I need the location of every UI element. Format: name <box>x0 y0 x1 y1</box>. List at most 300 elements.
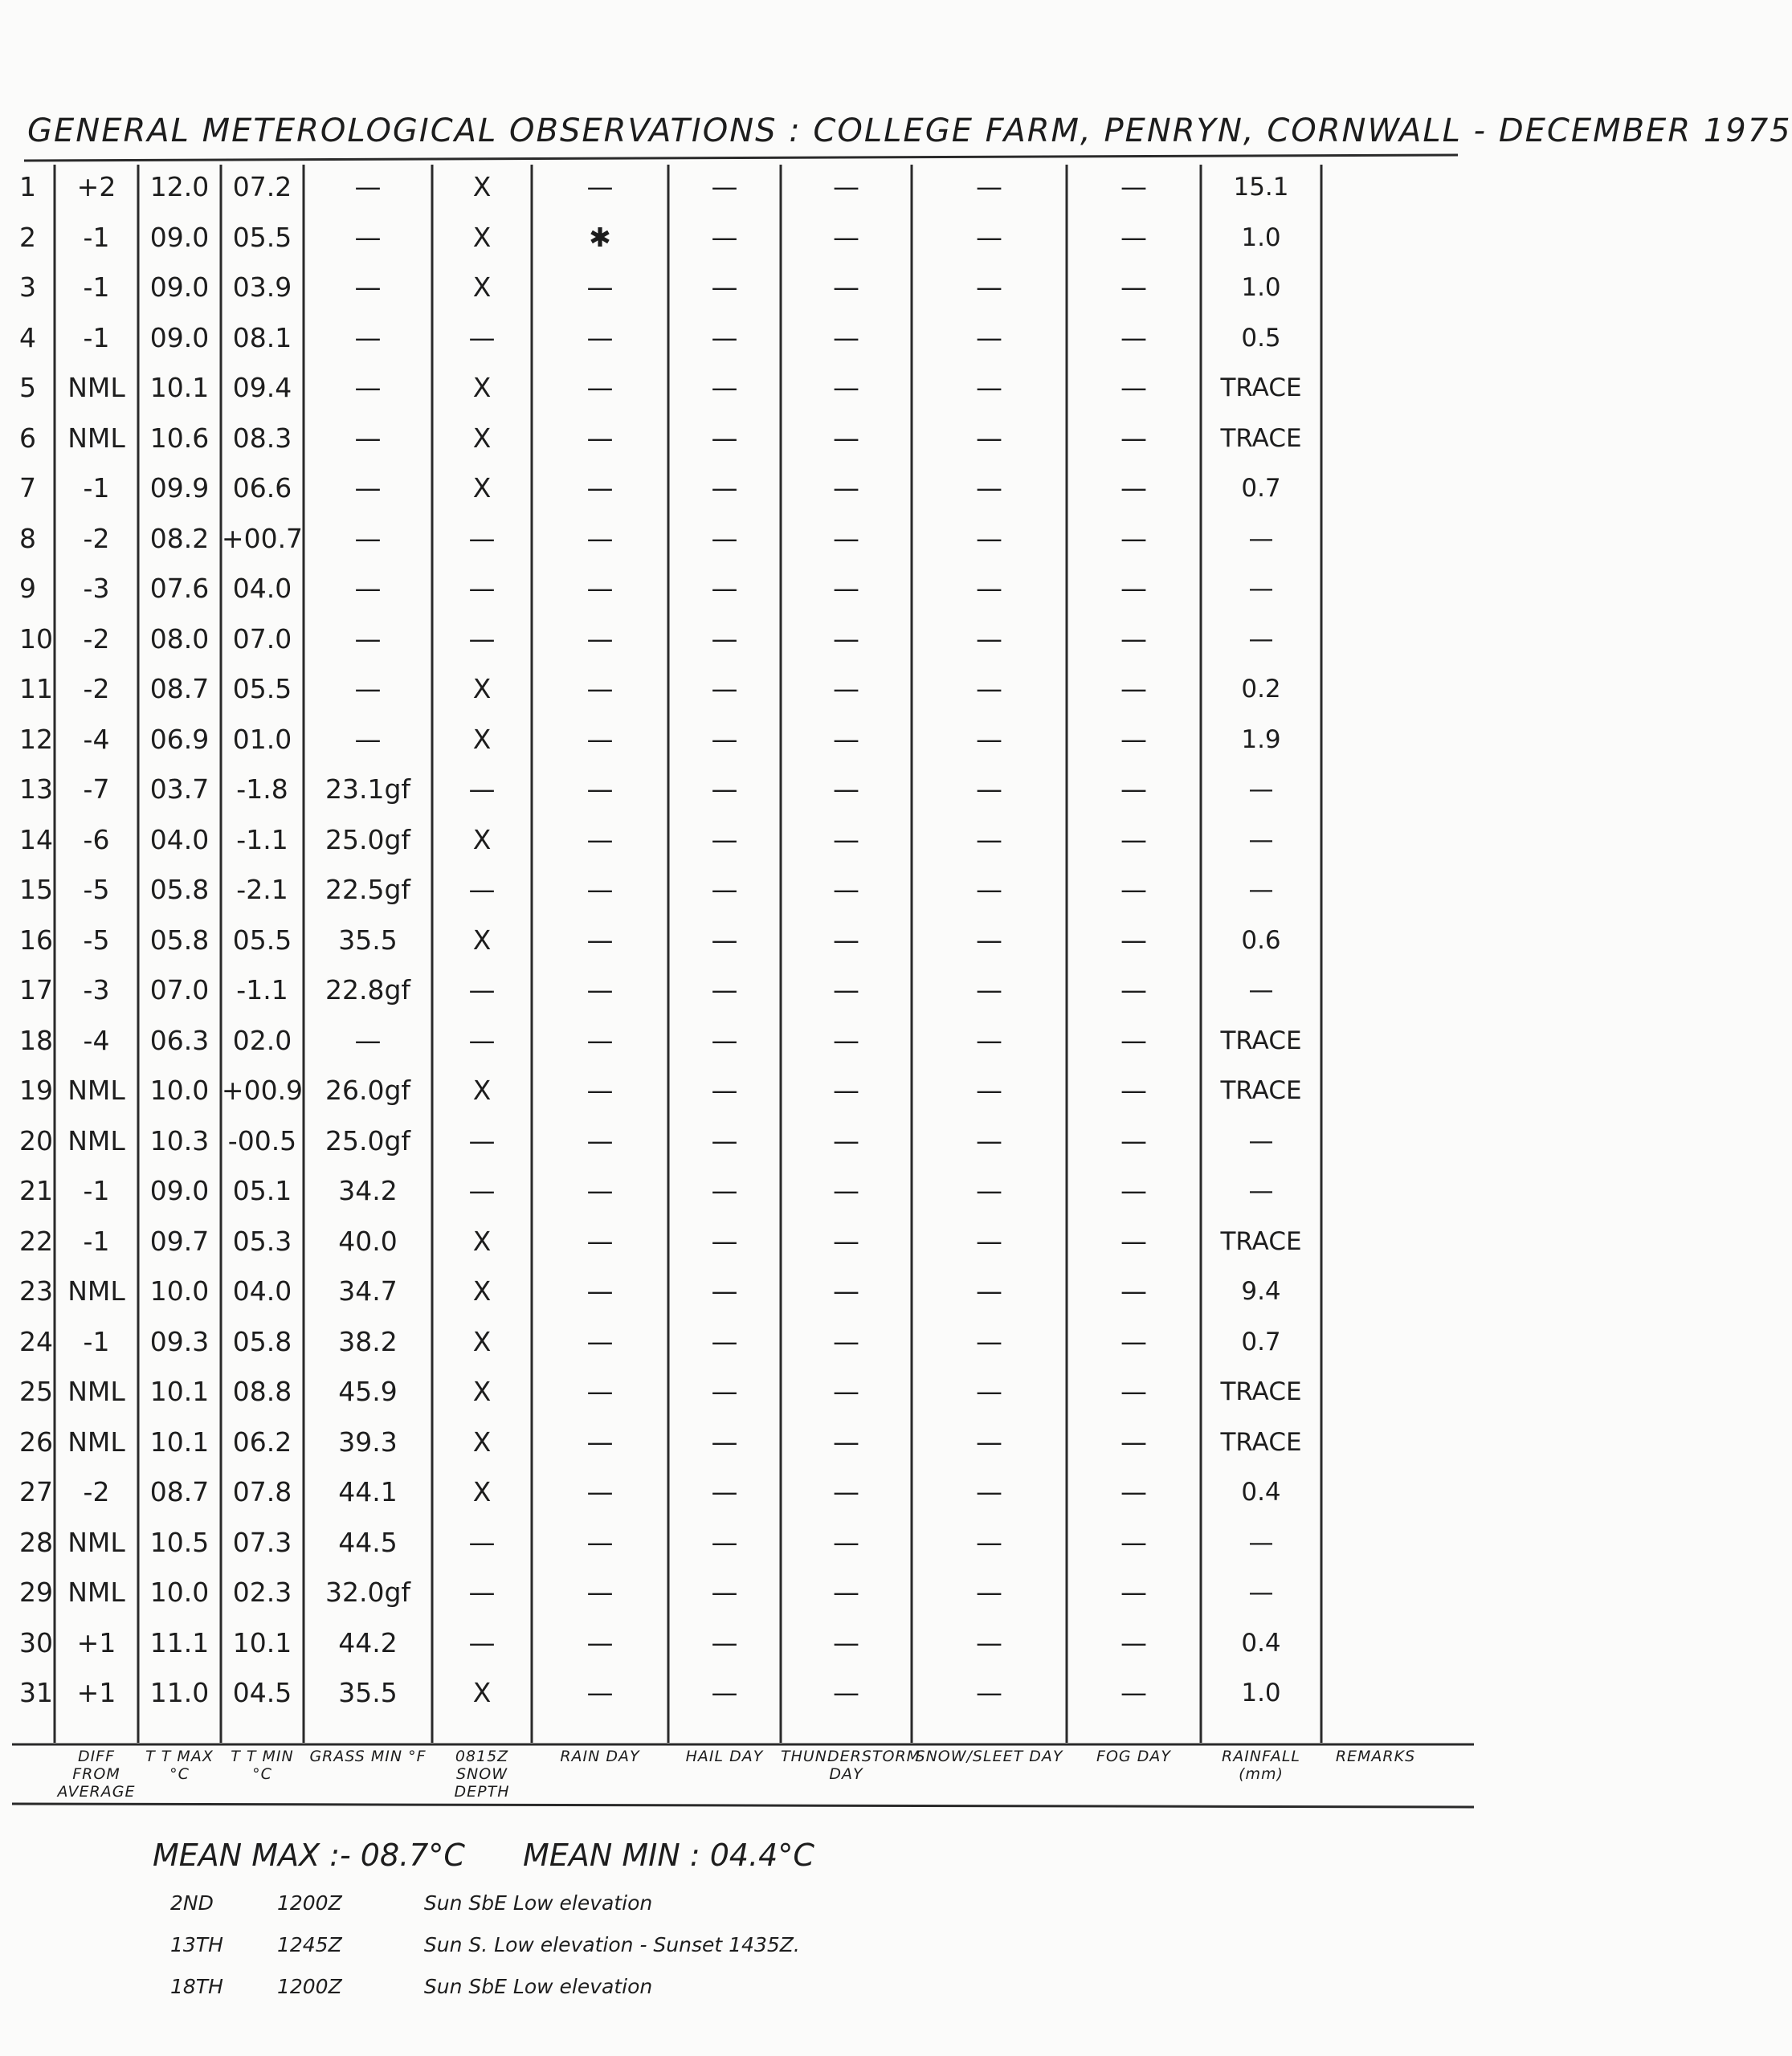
cell-sleet: — <box>976 372 1002 403</box>
cell-thunder: — <box>833 1376 859 1407</box>
mean-max: MEAN MAX :- 08.7°C <box>153 1838 465 1873</box>
cell-hail: — <box>711 221 738 253</box>
cell-snow: X <box>472 1476 492 1507</box>
cell-grass: — <box>354 472 382 504</box>
cell-rain-day: — <box>586 1577 614 1608</box>
cell-diff: NML <box>67 1376 125 1407</box>
cell-snow: X <box>472 1426 492 1458</box>
cell-diff: -4 <box>83 1024 110 1056</box>
cell-day: 4 <box>19 321 36 353</box>
cell-day: 31 <box>19 1677 53 1708</box>
cell-diff: -1 <box>83 271 110 303</box>
cell-rain-day: — <box>586 823 614 855</box>
cell-rainfall: 1.0 <box>1241 1679 1281 1707</box>
cell-max: 09.9 <box>149 472 210 504</box>
cell-rainfall: — <box>1248 1528 1274 1557</box>
cell-fog: — <box>1121 1325 1147 1357</box>
cell-sleet: — <box>976 321 1002 353</box>
cell-day: 30 <box>19 1626 53 1658</box>
cell-thunder: — <box>833 1175 859 1206</box>
cell-max: 10.6 <box>149 422 210 454</box>
cell-sleet: — <box>976 1526 1002 1558</box>
cell-day: 16 <box>19 924 53 956</box>
cell-rain-day: ✱ <box>589 221 611 253</box>
cell-max: 07.6 <box>149 573 210 604</box>
cell-hail: — <box>711 1626 738 1658</box>
cell-thunder: — <box>833 221 859 253</box>
cell-day: 15 <box>19 874 53 905</box>
cell-sleet: — <box>976 1024 1002 1056</box>
cell-snow: X <box>472 372 492 403</box>
cell-rainfall: 1.0 <box>1241 273 1281 302</box>
cell-sleet: — <box>976 1677 1002 1708</box>
cell-rainfall: 0.6 <box>1241 925 1281 955</box>
cell-sleet: — <box>976 874 1002 905</box>
cell-min: -1.1 <box>236 974 288 1006</box>
cell-fog: — <box>1121 1677 1147 1708</box>
cell-rainfall: 9.4 <box>1241 1277 1281 1306</box>
cell-day: 5 <box>19 372 36 403</box>
cell-sleet: — <box>976 974 1002 1006</box>
column-header-rainfall: RAINFALL (mm) <box>1222 1748 1300 1783</box>
cell-min: 07.3 <box>232 1526 292 1558</box>
cell-grass: — <box>354 522 382 554</box>
column-header-fog: FOG DAY <box>1096 1748 1171 1765</box>
cell-grass: — <box>354 422 382 454</box>
cell-fog: — <box>1121 974 1147 1006</box>
cell-snow: X <box>472 823 492 855</box>
cell-day: 26 <box>19 1426 53 1458</box>
cell-thunder: — <box>833 823 859 855</box>
cell-snow: X <box>472 1275 492 1307</box>
cell-rain-day: — <box>586 1075 614 1106</box>
cell-day: 10 <box>19 622 53 655</box>
cell-thunder: — <box>833 924 859 956</box>
cell-min: 01.0 <box>232 723 292 755</box>
column-header-grass: GRASS MIN °F <box>309 1748 427 1765</box>
cell-grass: 26.0gf <box>325 1075 411 1106</box>
note-row: 13TH 1245Z Sun S. Low elevation - Sunset 1435Z. <box>170 1928 424 1963</box>
cell-min: -2.1 <box>236 874 288 905</box>
cell-diff: -1 <box>83 472 110 504</box>
cell-snow: — <box>468 1577 496 1608</box>
cell-min: 07.2 <box>232 171 292 202</box>
cell-thunder: — <box>833 573 859 604</box>
cell-hail: — <box>711 1175 738 1206</box>
cell-snow: — <box>468 321 496 353</box>
cell-snow: X <box>472 472 492 504</box>
note-time: 1200Z <box>276 1975 342 1998</box>
cell-fog: — <box>1121 924 1147 956</box>
cell-rain-day: — <box>586 271 614 303</box>
cell-min: 03.9 <box>232 271 292 303</box>
cell-rainfall: — <box>1248 1126 1274 1156</box>
cell-thunder: — <box>833 1577 859 1608</box>
cell-grass: 45.9 <box>338 1376 398 1407</box>
cell-snow: — <box>468 1175 496 1206</box>
cell-min: 02.0 <box>232 1024 292 1056</box>
cell-max: 11.1 <box>149 1626 210 1658</box>
cell-grass: — <box>354 673 382 704</box>
cell-hail: — <box>711 673 738 704</box>
cell-max: 03.7 <box>149 773 210 805</box>
cell-grass: — <box>354 171 382 202</box>
cell-rainfall: TRACE <box>1220 1076 1302 1105</box>
cell-grass: — <box>354 723 382 755</box>
cell-hail: — <box>711 171 738 202</box>
cell-fog: — <box>1121 622 1147 655</box>
cell-diff: -2 <box>83 522 110 554</box>
cell-hail: — <box>711 372 738 403</box>
column-header-diff: DIFF FROM AVERAGE <box>57 1748 136 1801</box>
cell-fog: — <box>1121 422 1147 454</box>
cell-fog: — <box>1121 1124 1147 1156</box>
cell-diff: NML <box>67 372 125 403</box>
cell-rain-day: — <box>586 522 614 554</box>
cell-fog: — <box>1121 1275 1147 1307</box>
cell-day: 3 <box>19 271 36 303</box>
cell-min: 02.3 <box>232 1577 292 1608</box>
cell-diff: -1 <box>83 1175 110 1206</box>
cell-snow: — <box>468 874 496 905</box>
cell-snow: X <box>472 171 492 202</box>
cell-rainfall: — <box>1248 624 1274 654</box>
cell-snow: — <box>468 1024 496 1056</box>
cell-fog: — <box>1121 773 1147 805</box>
cell-hail: — <box>711 271 738 303</box>
cell-fog: — <box>1121 1024 1147 1056</box>
cell-rain-day: — <box>586 573 614 604</box>
cell-fog: — <box>1121 472 1147 504</box>
cell-hail: — <box>711 1526 738 1558</box>
column-header-max: T T MAX °C <box>145 1748 214 1783</box>
cell-snow: — <box>468 1124 496 1156</box>
cell-diff: +1 <box>76 1677 116 1708</box>
cell-snow: — <box>468 522 496 554</box>
cell-sleet: — <box>976 171 1002 202</box>
cell-thunder: — <box>833 372 859 403</box>
cell-fog: — <box>1121 271 1147 303</box>
cell-max: 08.2 <box>149 522 210 554</box>
cell-fog: — <box>1121 1376 1147 1407</box>
cell-fog: — <box>1121 1626 1147 1658</box>
cell-rainfall: TRACE <box>1220 1226 1302 1256</box>
cell-max: 04.0 <box>149 823 210 855</box>
cell-max: 06.3 <box>149 1024 210 1056</box>
cell-diff: -5 <box>83 924 110 956</box>
cell-day: 14 <box>19 823 53 855</box>
cell-thunder: — <box>833 1325 859 1357</box>
cell-max: 08.7 <box>149 673 210 704</box>
cell-sleet: — <box>976 673 1002 704</box>
sheet-title: GENERAL METEROLOGICAL OBSERVATIONS : COLLEGE FARM, PENRYN, CORNWALL - DECEMBER 1975 <box>27 112 1792 149</box>
cell-thunder: — <box>833 723 859 755</box>
cell-grass: — <box>354 372 382 403</box>
cell-min: 05.8 <box>232 1325 292 1357</box>
cell-rain-day: — <box>586 1124 614 1156</box>
cell-thunder: — <box>833 1225 859 1257</box>
cell-max: 09.0 <box>149 221 210 253</box>
cell-hail: — <box>711 1275 738 1307</box>
cell-sleet: — <box>976 1426 1002 1458</box>
cell-max: 10.5 <box>149 1526 210 1558</box>
cell-min: 07.0 <box>232 622 292 655</box>
cell-rainfall: 0.2 <box>1241 675 1281 704</box>
cell-grass: 39.3 <box>338 1426 398 1458</box>
cell-diff: -5 <box>83 874 110 905</box>
cell-day: 27 <box>19 1476 53 1507</box>
cell-thunder: — <box>833 522 859 554</box>
cell-diff: -1 <box>83 1325 110 1357</box>
cell-max: 10.0 <box>149 1275 210 1307</box>
cell-min: 09.4 <box>232 372 292 403</box>
cell-hail: — <box>711 1426 738 1458</box>
cell-grass: — <box>354 622 382 655</box>
cell-min: -00.5 <box>227 1124 297 1156</box>
monthly-summary <box>153 1831 1116 1879</box>
cell-rainfall: — <box>1248 524 1274 553</box>
cell-hail: — <box>711 422 738 454</box>
note-date: 13TH <box>170 1933 223 1956</box>
cell-fog: — <box>1121 573 1147 604</box>
cell-sleet: — <box>976 1325 1002 1357</box>
cell-hail: — <box>711 1225 738 1257</box>
cell-hail: — <box>711 1376 738 1407</box>
column-header-hail: HAIL DAY <box>685 1748 764 1765</box>
cell-sleet: — <box>976 1577 1002 1608</box>
cell-day: 24 <box>19 1325 53 1357</box>
cell-diff: -1 <box>83 1225 110 1257</box>
cell-fog: — <box>1121 723 1147 755</box>
cell-max: 10.0 <box>149 1577 210 1608</box>
cell-thunder: — <box>833 622 859 655</box>
cell-thunder: — <box>833 1075 859 1106</box>
cell-min: 06.6 <box>232 472 292 504</box>
cell-fog: — <box>1121 1175 1147 1206</box>
cell-max: 08.7 <box>149 1476 210 1507</box>
cell-rain-day: — <box>586 171 614 202</box>
cell-max: 10.1 <box>149 1376 210 1407</box>
cell-snow: X <box>472 271 492 303</box>
cell-day: 7 <box>19 472 36 504</box>
cell-grass: — <box>354 321 382 353</box>
column-header-thunder: THUNDERSTORM DAY <box>781 1748 921 1783</box>
cell-diff: -2 <box>83 1476 110 1507</box>
cell-thunder: — <box>833 321 859 353</box>
cell-fog: — <box>1121 372 1147 403</box>
cell-diff: +1 <box>76 1626 116 1658</box>
cell-min: 04.0 <box>232 1275 292 1307</box>
cell-max: 09.7 <box>149 1225 210 1257</box>
cell-hail: — <box>711 1124 738 1156</box>
cell-fog: — <box>1121 1476 1147 1507</box>
cell-day: 2 <box>19 221 36 253</box>
cell-snow: X <box>472 1677 492 1708</box>
cell-fog: — <box>1121 1075 1147 1106</box>
cell-thunder: — <box>833 1124 859 1156</box>
cell-day: 21 <box>19 1175 53 1206</box>
cell-diff: -3 <box>83 974 110 1006</box>
cell-day: 28 <box>19 1526 53 1558</box>
note-time: 1245Z <box>276 1933 342 1956</box>
cell-grass: 25.0gf <box>325 1124 411 1156</box>
cell-snow: X <box>472 673 492 704</box>
cell-sleet: — <box>976 1075 1002 1106</box>
cell-rain-day: — <box>586 1526 614 1558</box>
cell-rain-day: — <box>586 321 614 353</box>
cell-rain-day: — <box>586 773 614 805</box>
cell-diff: NML <box>67 1075 125 1106</box>
cell-rainfall: 15.1 <box>1233 173 1289 202</box>
cell-max: 10.0 <box>149 1075 210 1106</box>
cell-sleet: — <box>976 472 1002 504</box>
cell-hail: — <box>711 1075 738 1106</box>
cell-thunder: — <box>833 1677 859 1708</box>
cell-thunder: — <box>833 1526 859 1558</box>
cell-rain-day: — <box>586 1275 614 1307</box>
cell-rain-day: — <box>586 974 614 1006</box>
cell-sleet: — <box>976 1626 1002 1658</box>
cell-snow: — <box>468 773 496 805</box>
cell-thunder: — <box>833 773 859 805</box>
cell-hail: — <box>711 622 738 655</box>
cell-thunder: — <box>833 874 859 905</box>
cell-thunder: — <box>833 1626 859 1658</box>
cell-max: 05.8 <box>149 924 210 956</box>
cell-min: 08.1 <box>232 321 292 353</box>
cell-grass: — <box>354 271 382 303</box>
cell-sleet: — <box>976 271 1002 303</box>
cell-rain-day: — <box>586 924 614 956</box>
cell-rainfall: 1.9 <box>1241 724 1281 754</box>
cell-fog: — <box>1121 673 1147 704</box>
cell-day: 13 <box>19 773 53 805</box>
cell-snow: X <box>472 924 492 956</box>
cell-fog: — <box>1121 1225 1147 1257</box>
cell-sleet: — <box>976 723 1002 755</box>
cell-min: +00.9 <box>221 1075 304 1106</box>
cell-fog: — <box>1121 874 1147 905</box>
cell-hail: — <box>711 1677 738 1708</box>
cell-min: 05.5 <box>232 673 292 704</box>
cell-grass: 38.2 <box>338 1325 398 1357</box>
cell-min: 06.2 <box>232 1426 292 1458</box>
cell-grass: 44.1 <box>338 1476 398 1507</box>
cell-day: 12 <box>19 723 53 755</box>
cell-sleet: — <box>976 1175 1002 1206</box>
cell-rain-day: — <box>586 1426 614 1458</box>
cell-diff: -2 <box>83 622 110 655</box>
cell-day: 6 <box>19 422 36 454</box>
cell-rain-day: — <box>586 723 614 755</box>
cell-thunder: — <box>833 673 859 704</box>
cell-sleet: — <box>976 422 1002 454</box>
cell-grass: 22.8gf <box>325 974 411 1006</box>
cell-day: 18 <box>19 1024 53 1056</box>
cell-day: 19 <box>19 1075 53 1106</box>
cell-sleet: — <box>976 823 1002 855</box>
cell-sleet: — <box>976 522 1002 554</box>
cell-grass: — <box>354 573 382 604</box>
cell-diff: NML <box>67 1426 125 1458</box>
cell-sleet: — <box>976 924 1002 956</box>
cell-diff: NML <box>67 1275 125 1307</box>
cell-grass: 35.5 <box>338 924 398 956</box>
cell-rainfall: — <box>1248 825 1274 855</box>
cell-fog: — <box>1121 1426 1147 1458</box>
mean-min: MEAN MIN : 04.4°C <box>523 1838 814 1873</box>
cell-max: 12.0 <box>149 171 210 202</box>
cell-max: 05.8 <box>149 874 210 905</box>
cell-thunder: — <box>833 171 859 202</box>
cell-snow: X <box>472 422 492 454</box>
cell-sleet: — <box>976 1124 1002 1156</box>
cell-rainfall: — <box>1248 976 1274 1005</box>
cell-snow: — <box>468 622 496 655</box>
column-header-sleet: SNOW/SLEET DAY <box>915 1748 1063 1765</box>
cell-day: 17 <box>19 974 53 1006</box>
cell-snow: — <box>468 1526 496 1558</box>
cell-max: 09.0 <box>149 271 210 303</box>
cell-rain-day: — <box>586 1476 614 1507</box>
cell-hail: — <box>711 1476 738 1507</box>
cell-day: 25 <box>19 1376 53 1407</box>
cell-rainfall: — <box>1248 875 1274 904</box>
cell-max: 10.3 <box>149 1124 210 1156</box>
note-date: 18TH <box>170 1975 223 1998</box>
cell-hail: — <box>711 773 738 805</box>
cell-hail: — <box>711 573 738 604</box>
cell-rain-day: — <box>586 372 614 403</box>
cell-min: 07.8 <box>232 1476 292 1507</box>
cell-max: 09.3 <box>149 1325 210 1357</box>
cell-snow: X <box>472 1325 492 1357</box>
cell-min: 05.1 <box>232 1175 292 1206</box>
column-header-snow: 0815Z SNOW DEPTH <box>454 1748 510 1801</box>
cell-rain-day: — <box>586 1626 614 1658</box>
cell-thunder: — <box>833 1426 859 1458</box>
cell-rainfall: — <box>1248 1177 1274 1205</box>
note-row: 18TH 1200Z Sun SbE Low elevation <box>170 1969 424 2005</box>
cell-fog: — <box>1121 823 1147 855</box>
cell-rainfall: 0.7 <box>1241 1327 1281 1356</box>
cell-day: 9 <box>19 573 36 604</box>
cell-max: 07.0 <box>149 974 210 1006</box>
column-header-rain-day: RAIN DAY <box>560 1748 640 1765</box>
cell-rainfall: TRACE <box>1220 423 1302 453</box>
cell-day: 1 <box>19 171 36 202</box>
cell-max: 08.0 <box>149 622 210 655</box>
cell-rain-day: — <box>586 1024 614 1056</box>
cell-day: 23 <box>19 1275 53 1307</box>
cell-fog: — <box>1121 1526 1147 1558</box>
cell-diff: NML <box>67 422 125 454</box>
cell-min: -1.8 <box>236 773 288 805</box>
cell-snow: — <box>468 1626 496 1658</box>
cell-sleet: — <box>976 573 1002 604</box>
cell-snow: X <box>472 221 492 253</box>
cell-diff: +2 <box>76 171 116 202</box>
cell-thunder: — <box>833 974 859 1006</box>
cell-sleet: — <box>976 1225 1002 1257</box>
cell-diff: NML <box>67 1124 125 1156</box>
cell-day: 8 <box>19 522 36 554</box>
cell-rainfall: — <box>1248 775 1274 804</box>
cell-rain-day: — <box>586 874 614 905</box>
cell-min: 08.3 <box>232 422 292 454</box>
cell-grass: — <box>354 1024 382 1056</box>
cell-rainfall: TRACE <box>1220 1427 1302 1457</box>
